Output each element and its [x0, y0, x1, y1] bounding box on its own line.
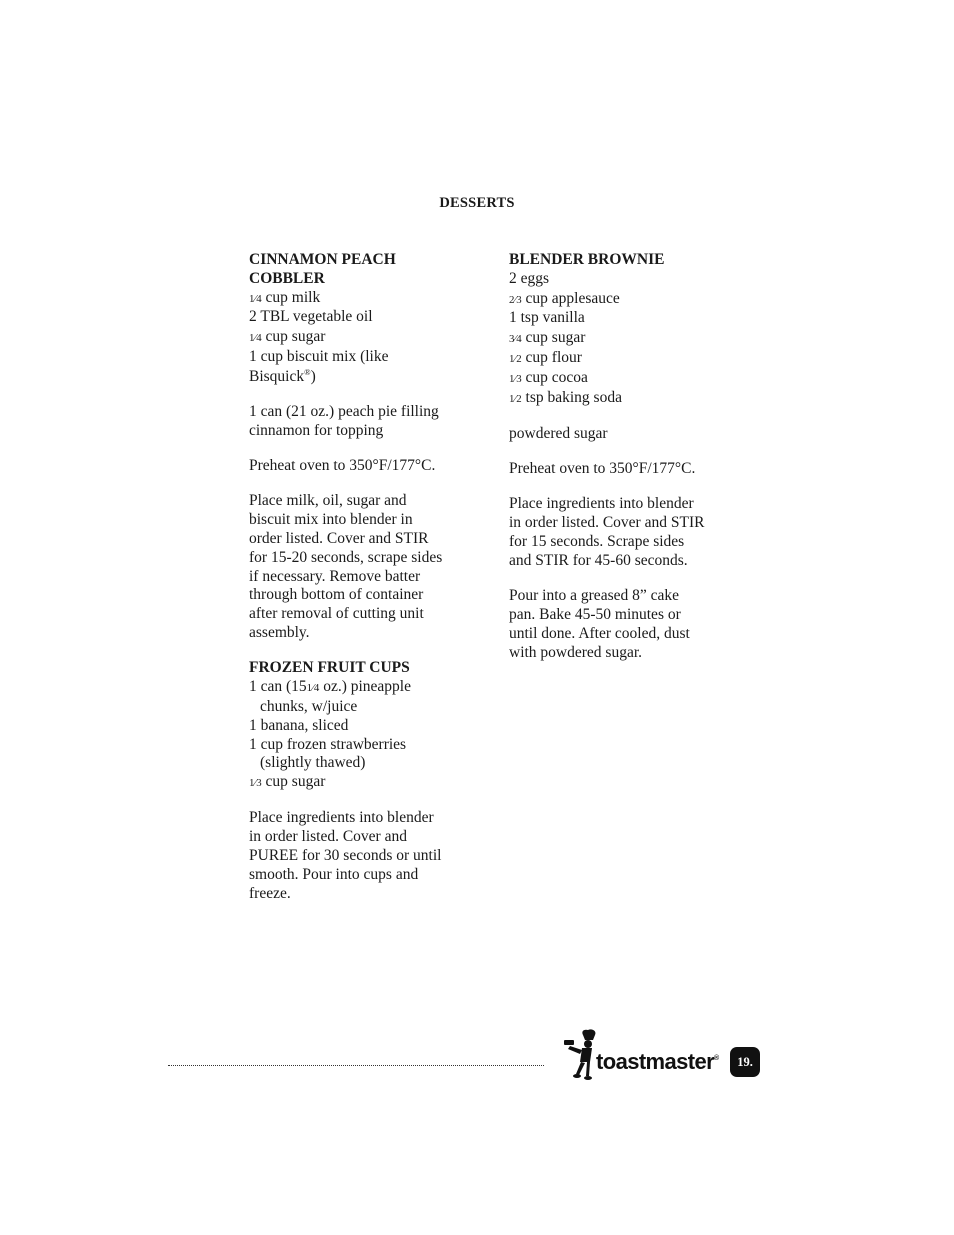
cobbler-extras	[249, 403, 481, 441]
direction-line: after removal of cutting unit	[249, 605, 424, 623]
brownie-preheat	[509, 460, 741, 479]
direction-line: pan. Bake 45-50 minutes or	[509, 605, 681, 623]
ingredient-line: 1 cup biscuit mix (like	[249, 347, 389, 365]
fruit-cups-title: FROZEN FRUIT CUPS	[249, 659, 410, 677]
chef-figure-icon	[562, 1028, 598, 1082]
ingredient-line: 1 cup frozen strawberries	[249, 735, 407, 753]
direction-line: Place ingredients into blender	[249, 809, 434, 827]
direction-line: for 15 seconds. Scrape sides	[509, 533, 685, 551]
direction-line: order listed. Cover and STIR	[249, 530, 429, 548]
direction-line: smooth. Pour into cups and	[249, 865, 419, 883]
cobbler-ingredients	[249, 251, 481, 387]
brownie-ingredients	[509, 251, 741, 408]
toastmaster-logo	[562, 1028, 724, 1082]
ingredient-line: 1⁄4 cup milk	[249, 288, 321, 306]
direction-line: biscuit mix into blender in	[249, 511, 413, 529]
ingredient-line: 1 banana, sliced	[249, 716, 349, 734]
right-column	[509, 251, 741, 679]
direction-line: if necessary. Remove batter	[249, 567, 421, 585]
section-title: DESSERTS	[439, 195, 515, 211]
direction-line: PUREE for 30 seconds or until	[249, 847, 442, 865]
page-number-badge: 19.	[730, 1047, 760, 1077]
ingredient-line: powdered sugar	[509, 424, 608, 442]
direction-line: Place milk, oil, sugar and	[249, 492, 407, 510]
ingredient-line: Bisquick®)	[249, 366, 316, 385]
brand-registered-mark: ®	[714, 1055, 720, 1062]
ingredient-line: 1⁄2 tsp baking soda	[509, 388, 622, 406]
ingredient-line: chunks, w/juice	[260, 697, 358, 715]
direction-line: for 15-20 seconds, scrape sides	[249, 548, 443, 566]
ingredient-line: 1⁄2 cup flour	[509, 348, 582, 366]
brownie-directions-2	[509, 587, 741, 662]
ingredient-line: 2⁄3 cup applesauce	[509, 289, 620, 307]
direction-line: with powdered sugar.	[509, 643, 643, 661]
cobbler-directions	[249, 492, 481, 642]
ingredient-line: 1⁄3 cup sugar	[249, 773, 326, 791]
brownie-directions-1	[509, 495, 741, 570]
direction-line: freeze.	[249, 884, 291, 902]
preheat-text: Preheat oven to 350°F/177°C.	[509, 460, 696, 478]
ingredient-line: 1⁄3 cup cocoa	[509, 368, 588, 386]
cobbler-title: CINNAMON PEACH	[249, 251, 396, 268]
brownie-title: BLENDER BROWNIE	[509, 251, 665, 268]
ingredient-line: (slightly thawed)	[260, 754, 366, 772]
ingredient-line: 1⁄4 cup sugar	[249, 328, 326, 346]
direction-line: through bottom of container	[249, 586, 424, 604]
cobbler-preheat	[249, 457, 481, 476]
direction-line: assembly.	[249, 624, 310, 642]
brownie-topping	[509, 425, 741, 444]
ingredient-line: 1 tsp vanilla	[509, 309, 585, 327]
direction-line: in order listed. Cover and	[249, 828, 407, 846]
ingredient-line: 3⁄4 cup sugar	[509, 329, 586, 347]
direction-line: until done. After cooled, dust	[509, 624, 690, 642]
brand-wordmark: toastmaster	[596, 1049, 715, 1074]
direction-line: in order listed. Cover and STIR	[509, 514, 705, 532]
ingredient-line: 1 can (151⁄4 oz.) pineapple	[249, 678, 411, 696]
direction-line: Pour into a greased 8” cake	[509, 587, 680, 605]
ingredient-line: 2 TBL vegetable oil	[249, 308, 373, 326]
cobbler-title-cont: COBBLER	[249, 269, 325, 287]
ingredient-line: cinnamon for topping	[249, 421, 384, 439]
left-column	[249, 251, 481, 920]
direction-line: Place ingredients into blender	[509, 495, 694, 513]
footer-dotted-rule	[168, 1065, 544, 1066]
ingredient-line: 1 can (21 oz.) peach pie filling	[249, 403, 439, 421]
fruit-cups-directions	[249, 809, 481, 903]
direction-line: and STIR for 45-60 seconds.	[509, 551, 688, 569]
fruit-cups-ingredients	[249, 659, 481, 793]
ingredient-line: 2 eggs	[509, 269, 550, 287]
preheat-text: Preheat oven to 350°F/177°C.	[249, 457, 436, 475]
